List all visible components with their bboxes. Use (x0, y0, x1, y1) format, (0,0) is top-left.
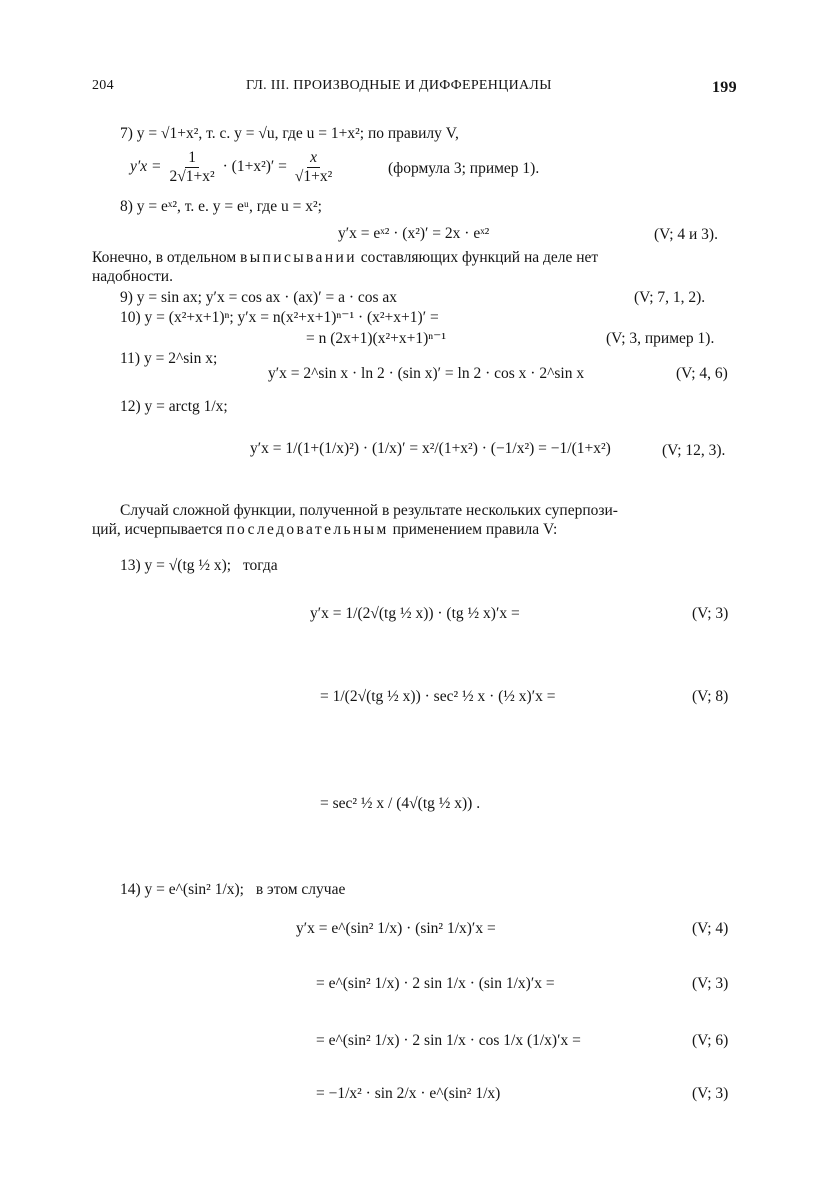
example-14-head (120, 881, 345, 900)
example-9: 9) y = sin ax; y′x = cos ax · (ax)′ = a · cos ax (120, 289, 398, 306)
example-14-reference-3: (V; 6) (692, 1032, 729, 1049)
example-14-reference-4: (V; 3) (692, 1085, 729, 1102)
example-11-body: y′x = 2^sin x · ln 2 · (sin x)′ = ln 2 · cos x · 2^sin x (268, 365, 585, 382)
paragraph-2-line-1: Случай сложной функции, полученной в результате нескольких суперпози- (120, 502, 618, 519)
example-14-line-2: = e^(sin² 1/x) · 2 sin 1/x · (sin 1/x)′x = (316, 975, 555, 992)
example-12-head: 12) y = arctg 1/x; (120, 398, 228, 415)
example-13-line-3: = sec² ½ x / (4√(tg ½ x)) . (320, 795, 481, 812)
p2-text-a: ций, исчерпывается (92, 521, 223, 538)
paragraph-1-line-2: надобности. (92, 268, 173, 285)
example-14-reference-1: (V; 4) (692, 920, 729, 937)
example-13-head (120, 557, 278, 576)
ex7-fraction-2 (292, 150, 335, 186)
ex14-case: в этом случае (255, 881, 346, 898)
p2-text-b: применением правила V: (392, 521, 558, 538)
example-8-body: y′x = eˣ² · (x²)′ = 2x · eˣ² (338, 225, 490, 242)
example-10-reference: (V; 3, пример 1). (606, 330, 715, 347)
p2-emphasis: последовательным (226, 521, 389, 538)
p1-emphasis: выписывании (240, 249, 357, 266)
example-11-reference: (V; 4, 6) (676, 365, 728, 382)
ex13-head-formula: 13) y = √(tg ½ x); (120, 557, 232, 574)
page-number: 204 (92, 78, 114, 93)
example-9-reference: (V; 7, 1, 2). (634, 289, 706, 306)
ex7-den2: √1+x² (294, 168, 333, 186)
p1-text-b: составляющих функций на деле нет (360, 249, 599, 266)
example-10-line-1: 10) y = (x²+x+1)ⁿ; y′x = n(x²+x+1)ⁿ⁻¹ · (x²+x+1)′ = (120, 309, 439, 326)
ex13-then: тогда (242, 557, 278, 574)
example-8-reference: (V; 4 и 3). (654, 226, 718, 243)
ex7-num1: 1 (185, 150, 199, 168)
section-number: 199 (712, 79, 737, 96)
ex14-head-formula: 14) y = e^(sin² 1/x); (120, 881, 244, 898)
running-title: ГЛ. III. ПРОИЗВОДНЫЕ И ДИФФЕРЕНЦИАЛЫ (246, 78, 552, 93)
example-14-line-3: = e^(sin² 1/x) · 2 sin 1/x · cos 1/x (1/x)′x = (316, 1032, 581, 1049)
example-7-reference: (формула 3; пример 1). (388, 160, 540, 177)
example-7-head: 7) y = √1+x², т. с. y = √u, где u = 1+x²; по правилу V, (120, 125, 459, 142)
example-12-reference: (V; 12, 3). (662, 442, 726, 459)
example-10-line-2: = n (2x+1)(x²+x+1)ⁿ⁻¹ (306, 330, 446, 347)
ex7-den1: 2√1+x² (169, 168, 215, 186)
example-14-line-4: = −1/x² · sin 2/x · e^(sin² 1/x) (316, 1085, 501, 1102)
example-13-line-1: y′x = 1/(2√(tg ½ x)) · (tg ½ x)′x = (310, 605, 520, 622)
example-13-reference-1: (V; 3) (692, 605, 729, 622)
p1-text-a: Конечно, в отдельном (92, 249, 237, 266)
ex7-mid: · (1+x²)′ = (222, 158, 287, 176)
example-14-reference-2: (V; 3) (692, 975, 729, 992)
ex7-lhs: y′x = (130, 158, 162, 176)
example-13-reference-2: (V; 8) (692, 688, 729, 705)
example-13-line-2: = 1/(2√(tg ½ x)) · sec² ½ x · (½ x)′x = (320, 688, 556, 705)
ex7-fraction-1 (166, 150, 217, 186)
example-14-line-1: y′x = e^(sin² 1/x) · (sin² 1/x)′x = (296, 920, 496, 937)
example-11-head: 11) y = 2^sin x; (120, 350, 218, 367)
example-12-body: y′x = 1/(1+(1/x)²) · (1/x)′ = x²/(1+x²) · (−1/x²) = −1/(1+x²) (250, 440, 611, 457)
paragraph-1-line-1 (92, 249, 598, 268)
example-7-derivative (130, 150, 337, 186)
example-8-head: 8) y = eˣ², т. е. y = eᵘ, где u = x²; (120, 198, 322, 215)
ex7-num2: x (307, 150, 320, 168)
paragraph-2-line-2 (92, 521, 557, 540)
